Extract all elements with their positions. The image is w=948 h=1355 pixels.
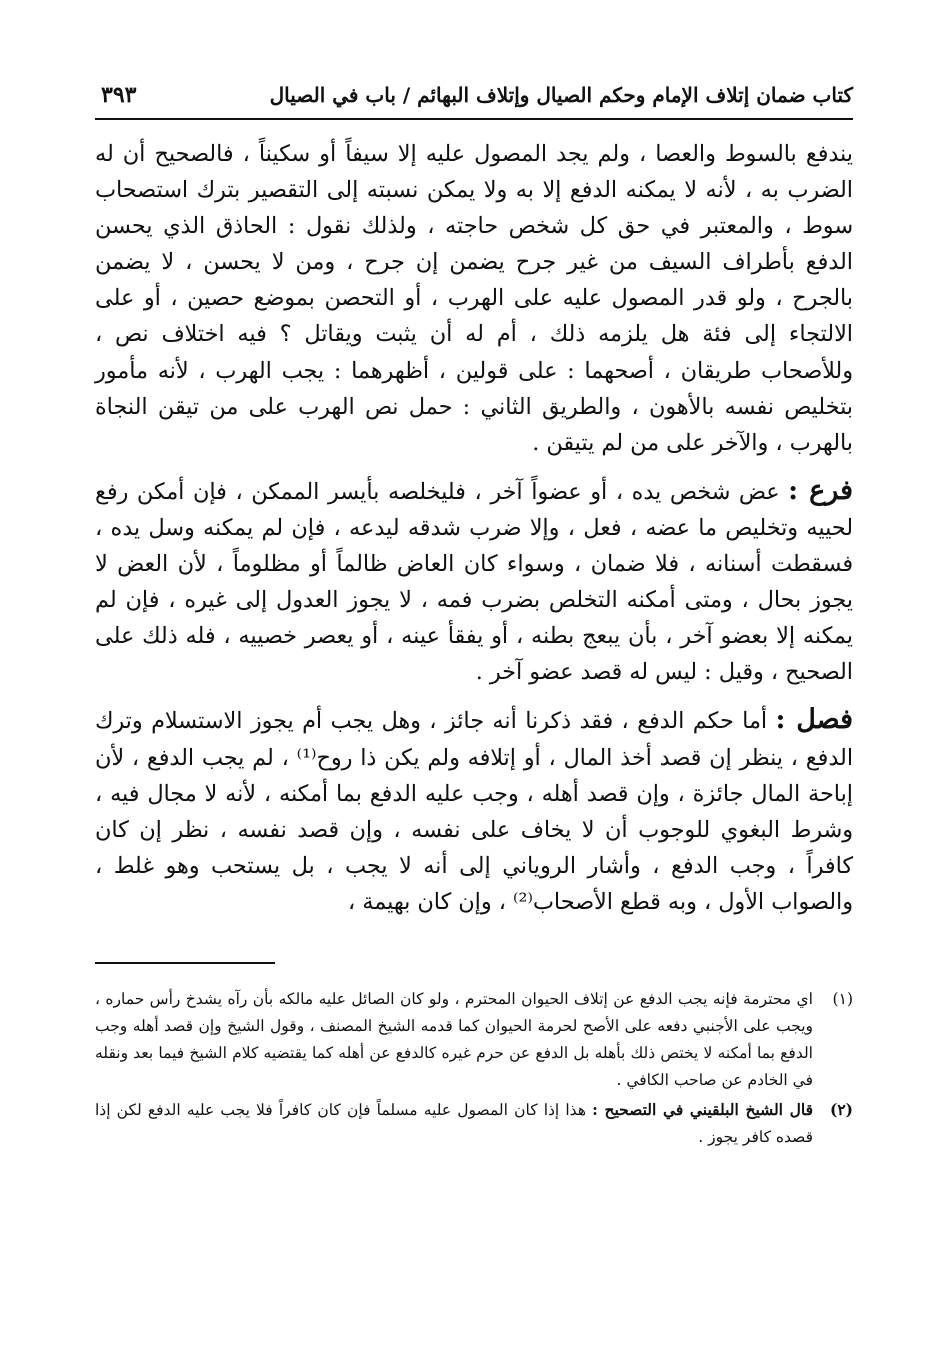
footnote-2: [95, 1096, 853, 1151]
paragraph-2: [95, 473, 853, 691]
footnote-separator-wrap: [95, 920, 853, 968]
running-title: كتاب ضمان إتلاف الإمام وحكم الصيال وإتلاف البهائم / باب في الصيال: [269, 83, 853, 107]
footnote-2-number: (٢): [829, 1099, 853, 1119]
paragraph-2-heading: فرع :: [788, 474, 854, 506]
main-text: [95, 136, 853, 920]
paragraph-1: [95, 136, 853, 461]
footnote-2-text: هذا إذا كان المصول عليه مسلماً فإن كان كافراً فلا يجب عليه الدفع لكن إذا قصده كافر يجوز .: [95, 1100, 813, 1146]
footnotes: [95, 986, 853, 1151]
footnote-2-lead: قال الشيخ البلقيني في التصحيح :: [592, 1099, 813, 1119]
page-header: [95, 72, 853, 120]
paragraph-2-text: عض شخص يده ، أو عضواً آخر ، فليخلصه بأيسر الممكن ، فإن أمكن رفع لحييه وتخليص ما عضه ، فعل ، وإلا ضرب شدقه ليدعه ، فإن لم يمكنه وسل يده ، فسقطت أسنانه ، فلا ضمان ، وسواء كان العاض ظالماً أو مظلوماً ، لأن العض لا يجوز بحال ، ومتى أمكنه التخلص بضرب فمه ، لا يجوز العدول إلى غيره ، فإن لم يمكنه إلا بعضو آخر ، بأن يبعج بطنه ، أو يفقأ عينه ، أو يعصر خصييه ، فله ذلك على الصحيح ، وقيل : ليس له قصد عضو آخر .: [95, 478, 853, 686]
page-number: ٣٩٣: [101, 82, 137, 108]
footnote-1: [95, 986, 853, 1094]
footnote-1-number: (١): [832, 989, 853, 1008]
footnote-1-text: اي محترمة فإنه يجب الدفع عن إتلاف الحيوان المحترم ، ولو كان الصائل عليه مالكه بأن رآه يشدخ رأس حماره ، ويجب على الأجنبي دفعه على الأصح لحرمة الحيوان كما قدمه الشيخ المصنف ، وقول الشيخ وإن قصد أهله وجب الدفع بما أمكنه لا يختص ذلك بأهله بل الدفع عن حرم غيره كالدفع عن أهله كما يقتضيه كلام الشيخ فيما بعد ونقله في الخادم عن صاحب الكافي .: [95, 989, 813, 1089]
paragraph-3: [95, 702, 853, 920]
paragraph-1-text: يندفع بالسوط والعصا ، ولم يجد المصول عليه إلا سيفاً أو سكيناً ، فالصحيح أن له الضرب به ، لأنه لا يمكنه الدفع إلا به ولا يمكن نسبته إلى التقصير بترك استصحاب سوط ، والمعتبر في حق كل شخص حاجته ، ولذلك نقول : الحاذق الذي يحسن الدفع بأطراف السيف من غير جرح يضمن إن جرح ، ومن لا يحسن ، لا يضمن بالجرح ، ولو قدر المصول عليه على الهرب ، أو التحصن بموضع حصين ، أو على الالتجاء إلى فئة هل يلزمه ذلك ، أم له أن يثبت ويقاتل ؟ فيه اختلاف نص ، وللأصحاب طريقان ، أصحهما : على قولين ، أظهرهما : يجب الهرب ، لأنه مأمور بتخليص نفسه بالأهون ، والطريق الثاني : حمل نص الهرب على من تيقن النجاة بالهرب ، والآخر على من لم يتيقن .: [95, 141, 853, 456]
footnote-separator: [95, 962, 275, 964]
book-page: [95, 72, 853, 1302]
footnote-2-body: [95, 1096, 813, 1151]
paragraph-3-heading: فصل :: [775, 704, 854, 736]
paragraph-3-text: أما حكم الدفع ، فقد ذكرنا أنه جائز ، وهل يجب أم يجوز الاستسلام وترك الدفع ، ينظر إن قصد أخذ المال ، أو إتلافه ولم يكن ذا روح⁽¹⁾ ، لم يجب الدفع ، لأن إباحة المال جائزة ، وإن قصد أهله ، وجب عليه الدفع بما أمكنه ، لأنه لا مجال فيه ، وشرط البغوي للوجوب أن لا يخاف على نفسه ، وإن قصد نفسه ، نظر إن كان كافراً ، وجب الدفع ، وأشار الروياني إلى أنه لا يجب ، بل يستحب وهو غلط ، والصواب الأول ، وبه قطع الأصحاب⁽²⁾ ، وإن كان بهيمة ،: [95, 708, 854, 915]
